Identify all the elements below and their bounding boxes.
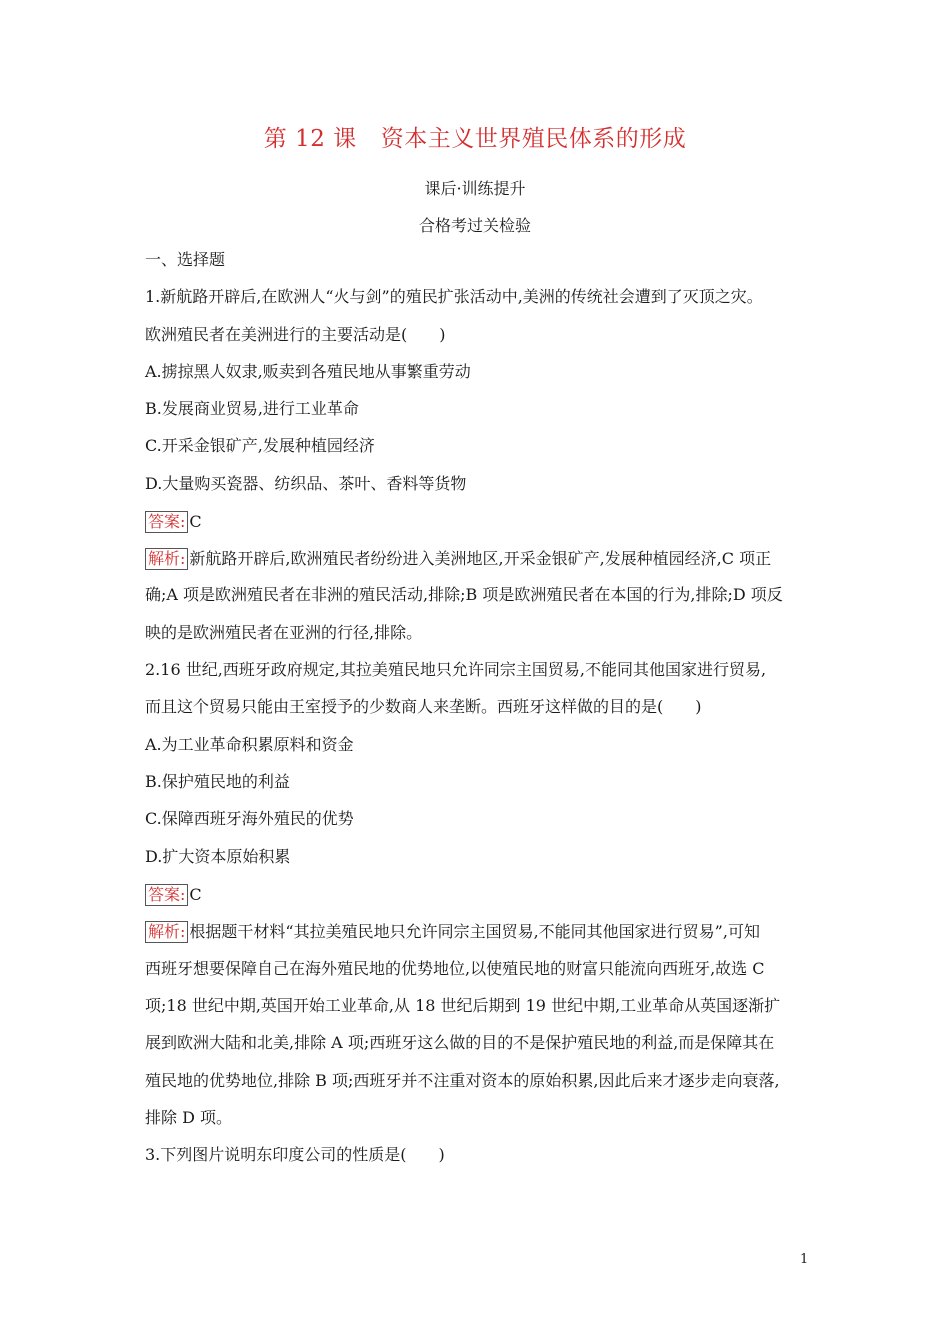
q2-answer [145, 884, 815, 906]
q2-stem-line1: 2.16 世纪,西班牙政府规定,其拉美殖民地只允许同宗主国贸易,不能同其他国家进行贸易, [145, 660, 767, 679]
q1-stem-line1: 1.新航路开辟后,在欧洲人“火与剑”的殖民扩张活动中,美洲的传统社会遭到了灭顶之灾。 [145, 287, 763, 306]
q1-option-d: D.大量购买瓷器、纺织品、茶叶、香料等货物 [145, 474, 467, 493]
section-heading: 一、选择题 [145, 250, 226, 269]
q1-option-c: C.开采金银矿产,发展种植园经济 [145, 436, 375, 455]
page-number: 1 [800, 1252, 809, 1267]
lesson-number: 第 12 课 [263, 126, 357, 152]
answer-value: C [189, 885, 202, 904]
q2-analysis-line4: 展到欧洲大陆和北美,排除 A 项;西班牙这么做的目的不是保护殖民地的利益,而是保障其在 [145, 1033, 775, 1052]
q3-stem-line1: 3.下列图片说明东印度公司的性质是( ) [145, 1145, 445, 1164]
answer-label: 答案: [145, 884, 188, 906]
q1-answer [145, 511, 815, 533]
subtitle-training: 课后·训练提升 [424, 179, 526, 198]
q1-analysis-line2: 确;A 项是欧洲殖民者在非洲的殖民活动,排除;B 项是欧洲殖民者在本国的行为,排除;D 项反 [145, 585, 783, 604]
answer-value: C [189, 512, 202, 531]
q2-option-d: D.扩大资本原始积累 [145, 847, 291, 866]
q1-stem-line2: 欧洲殖民者在美洲进行的主要活动是( ) [145, 325, 446, 344]
subtitle-exam: 合格考过关检验 [418, 216, 531, 235]
q1-analysis-line1 [145, 548, 815, 570]
lesson-name: 资本主义世界殖民体系的形成 [380, 126, 687, 152]
analysis-label: 解析: [145, 548, 188, 570]
q2-option-b: B.保护殖民地的利益 [145, 772, 290, 791]
q1-analysis-line3: 映的是欧洲殖民者在亚洲的行径,排除。 [145, 623, 423, 642]
q2-analysis-line2: 西班牙想要保障自己在海外殖民地的优势地位,以使殖民地的财富只能流向西班牙,故选 C [145, 959, 765, 978]
q2-analysis-line6: 排除 D 项。 [145, 1108, 233, 1127]
q2-analysis-line5: 殖民地的优势地位,排除 B 项;西班牙并不注重对资本的原始积累,因此后来才逐步走向衰落, [145, 1071, 780, 1090]
q2-option-c: C.保障西班牙海外殖民的优势 [145, 809, 354, 828]
q2-option-a: A.为工业革命积累原料和资金 [145, 735, 354, 754]
analysis-text: 根据题干材料“其拉美殖民地只允许同宗主国贸易,不能同其他国家进行贸易”,可知 [189, 922, 760, 941]
q1-option-b: B.发展商业贸易,进行工业革命 [145, 399, 359, 418]
q2-stem-line2: 而且这个贸易只能由王室授予的少数商人来垄断。西班牙这样做的目的是( ) [145, 697, 702, 716]
q2-analysis-line3: 项;18 世纪中期,英国开始工业革命,从 18 世纪后期到 19 世纪中期,工业革命从英国逐渐扩 [145, 996, 781, 1015]
lesson-title [0, 120, 950, 153]
q2-analysis-line1 [145, 921, 815, 943]
analysis-text: 新航路开辟后,欧洲殖民者纷纷进入美洲地区,开采金银矿产,发展种植园经济,C 项正 [189, 549, 772, 568]
q1-option-a: A.掳掠黑人奴隶,贩卖到各殖民地从事繁重劳动 [145, 362, 471, 381]
answer-label: 答案: [145, 511, 188, 533]
analysis-label: 解析: [145, 921, 188, 943]
